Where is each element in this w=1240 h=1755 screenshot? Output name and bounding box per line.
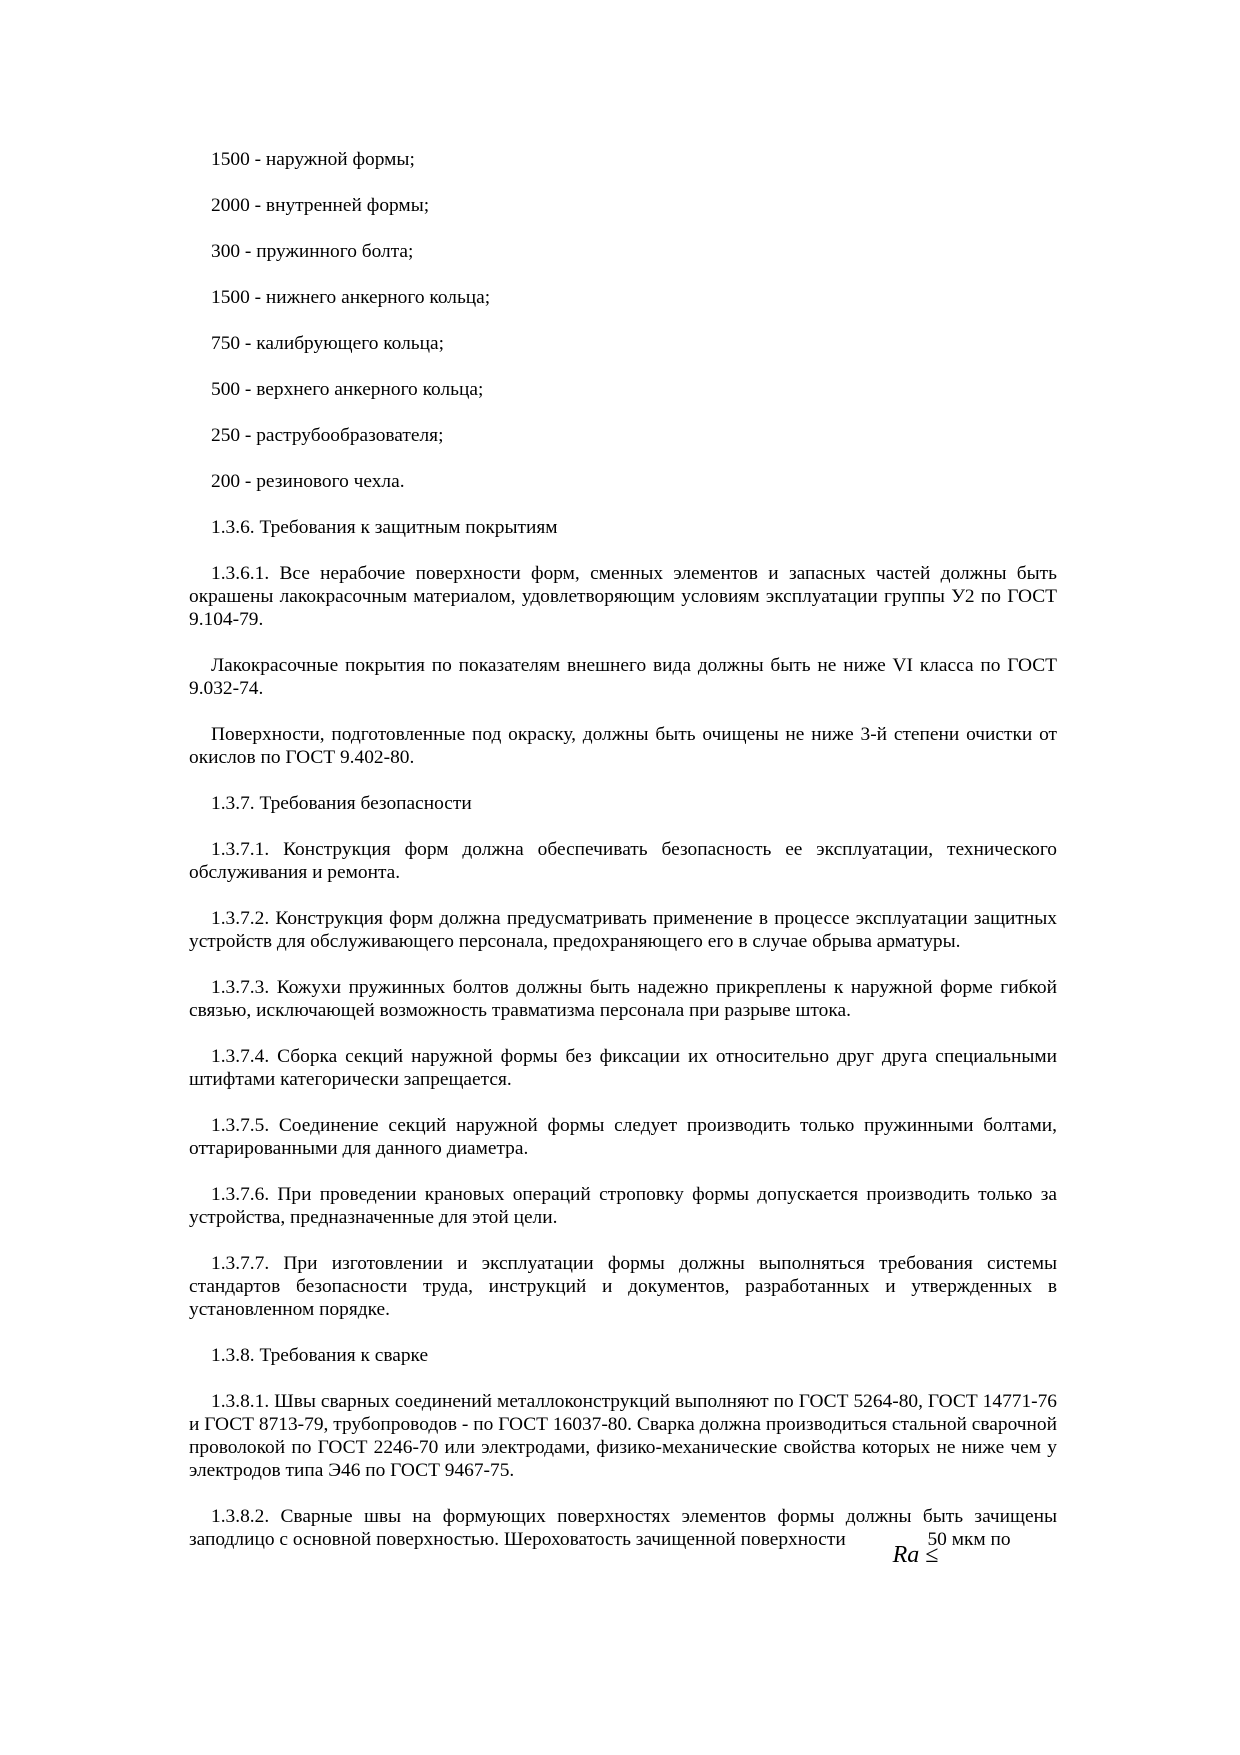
paragraph-text: 50 мкм по bbox=[927, 1529, 1011, 1550]
paragraph: Поверхности, подготовленные под окраску, должны быть очищены не ниже 3-й степени очистки от окислов по ГОСТ 9.402-80. bbox=[189, 724, 1057, 768]
list-line: 500 - верхнего анкерного кольца; bbox=[211, 379, 484, 400]
list-line: 1500 - наружной формы; bbox=[211, 149, 415, 170]
formula-slot bbox=[851, 1528, 939, 1568]
paragraph: 1.3.7.3. Кожухи пружинных болтов должны быть надежно прикреплены к наружной форме гибкой связью, исключающей возможность травматизма персонала при разрыве штока. bbox=[189, 977, 1057, 1021]
list-line: 250 - раструбообразователя; bbox=[211, 425, 444, 446]
paragraph: 1.3.6.1. Все нерабочие поверхности форм, сменных элементов и запасных частей должны быть окрашены лакокрасочным материалом, удовлетворяющим условиям эксплуатации группы У2 по ГОСТ 9.104-79. bbox=[189, 563, 1057, 630]
list-line: 1500 - нижнего анкерного кольца; bbox=[211, 287, 491, 308]
list-line: 300 - пружинного болта; bbox=[211, 241, 414, 262]
paragraph: Лакокрасочные покрытия по показателям внешнего вида должны быть не ниже VI класса по ГОСТ 9.032-74. bbox=[189, 655, 1057, 699]
paragraph: 1.3.7.7. При изготовлении и эксплуатации формы должны выполняться требования системы стандартов безопасности труда, инструкций и документов, разработанных и утвержденных в установленном порядке. bbox=[189, 1253, 1057, 1320]
list-line: 200 - резинового чехла. bbox=[211, 471, 405, 492]
document-page bbox=[189, 148, 1057, 1568]
list-line: 2000 - внутренней формы; bbox=[211, 195, 430, 216]
section-heading: 1.3.8. Требования к сварке bbox=[211, 1345, 429, 1366]
section-heading: 1.3.6. Требования к защитным покрытиям bbox=[211, 517, 558, 538]
paragraph-text: 1.3.8.2. Сварные швы на формующих поверхностях элементов формы должны быть зачищены заподлицо с основной поверхностью. Шероховатость зачищенной поверхности bbox=[189, 1506, 1057, 1550]
section-heading: 1.3.7. Требования безопасности bbox=[211, 793, 472, 814]
paragraph-with-formula bbox=[189, 1505, 1057, 1568]
paragraph: 1.3.7.5. Соединение секций наружной формы следует производить только пружинными болтами, оттарированными для данного диаметра. bbox=[189, 1115, 1057, 1159]
paragraph: 1.3.7.6. При проведении крановых операций строповку формы допускается производить только за устройства, предназначенные для этой цели. bbox=[189, 1184, 1057, 1228]
paragraph: 1.3.8.1. Швы сварных соединений металлоконструкций выполняют по ГОСТ 5264-80, ГОСТ 14771-76 и ГОСТ 8713-79, трубопроводов - по ГОСТ 16037-80. Сварка должна производиться стальной сварочной проволокой по ГОСТ 2246-70 или электродами, физико-механические свойства которых не ниже чем у электродов типа Э46 по ГОСТ 9467-75. bbox=[189, 1391, 1057, 1481]
paragraph: 1.3.7.1. Конструкция форм должна обеспечивать безопасность ее эксплуатации, технического обслуживания и ремонта. bbox=[189, 839, 1057, 883]
list-line: 750 - калибрующего кольца; bbox=[211, 333, 444, 354]
paragraph: 1.3.7.4. Сборка секций наружной формы без фиксации их относительно друг друга специальными штифтами категорически запрещается. bbox=[189, 1046, 1057, 1090]
paragraph: 1.3.7.2. Конструкция форм должна предусматривать применение в процессе эксплуатации защитных устройств для обслуживающего персонала, предохраняющего его в случае обрыва арматуры. bbox=[189, 908, 1057, 952]
roughness-formula: Ra ≤ bbox=[892, 1542, 939, 1568]
